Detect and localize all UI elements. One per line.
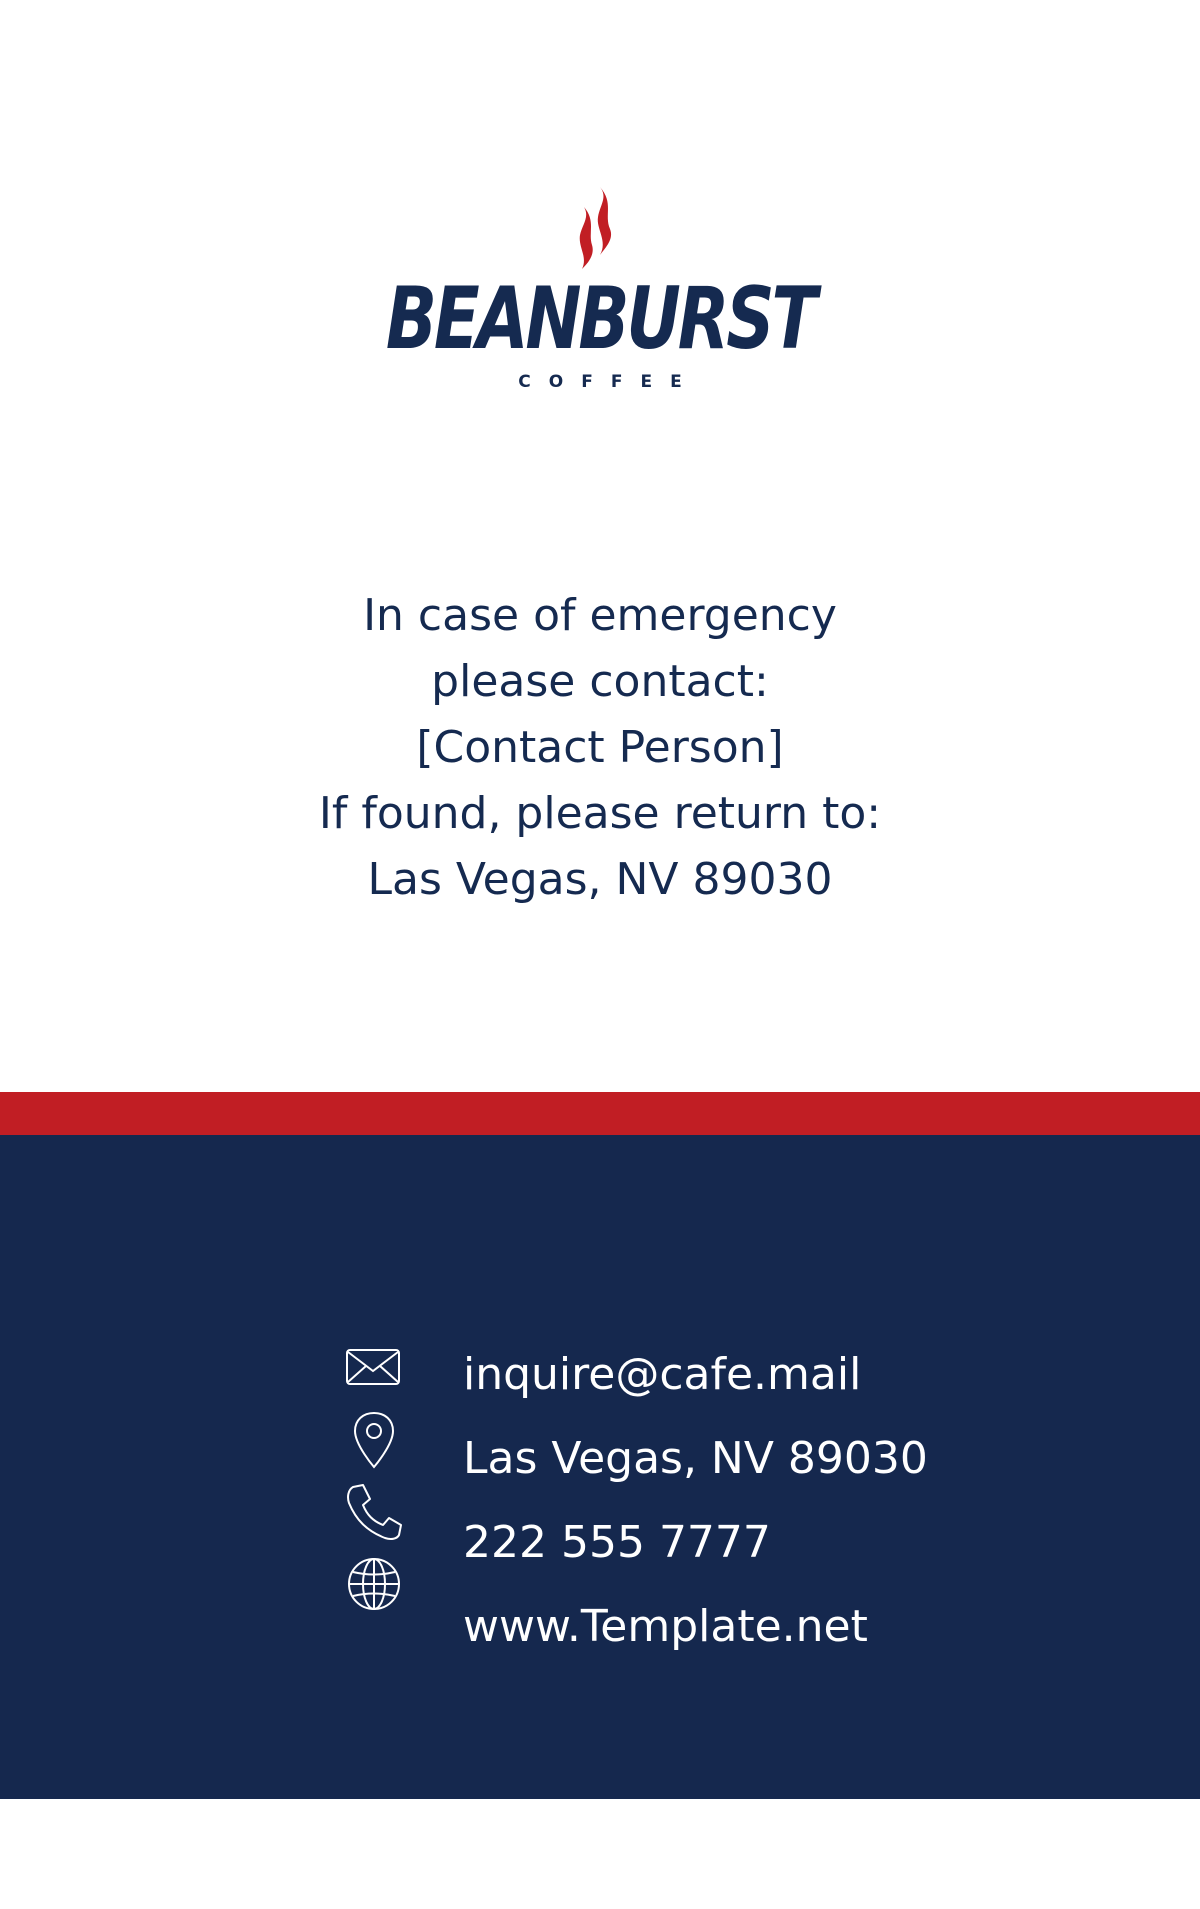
location-pin-icon (343, 1409, 405, 1471)
bottom-margin (0, 1799, 1200, 1909)
contact-details (463, 1333, 928, 1669)
phone-icon (343, 1481, 405, 1543)
return-address: Las Vegas, NV 89030 (367, 854, 833, 905)
coffee-steam-icon (570, 185, 630, 270)
brand-name: BEANBURST (385, 269, 815, 369)
return-line: If found, please return to: (318, 788, 882, 839)
address-text: Las Vegas, NV 89030 (463, 1433, 928, 1484)
red-divider-bar (0, 1092, 1200, 1135)
website-link[interactable]: www.Template.net (463, 1601, 868, 1652)
brand-logo (0, 185, 1200, 392)
mail-icon (343, 1337, 405, 1399)
contact-icons (343, 1337, 405, 1625)
emergency-line: please contact: (431, 656, 769, 707)
emergency-block (0, 583, 1200, 913)
emergency-line: In case of emergency (363, 590, 837, 641)
globe-icon (343, 1553, 405, 1615)
brand-tagline: COFFEE (518, 372, 700, 392)
phone-text[interactable]: 222 555 7777 (463, 1517, 771, 1568)
email-text[interactable]: inquire@cafe.mail (463, 1349, 862, 1400)
contact-person-placeholder: [Contact Person] (416, 722, 784, 773)
